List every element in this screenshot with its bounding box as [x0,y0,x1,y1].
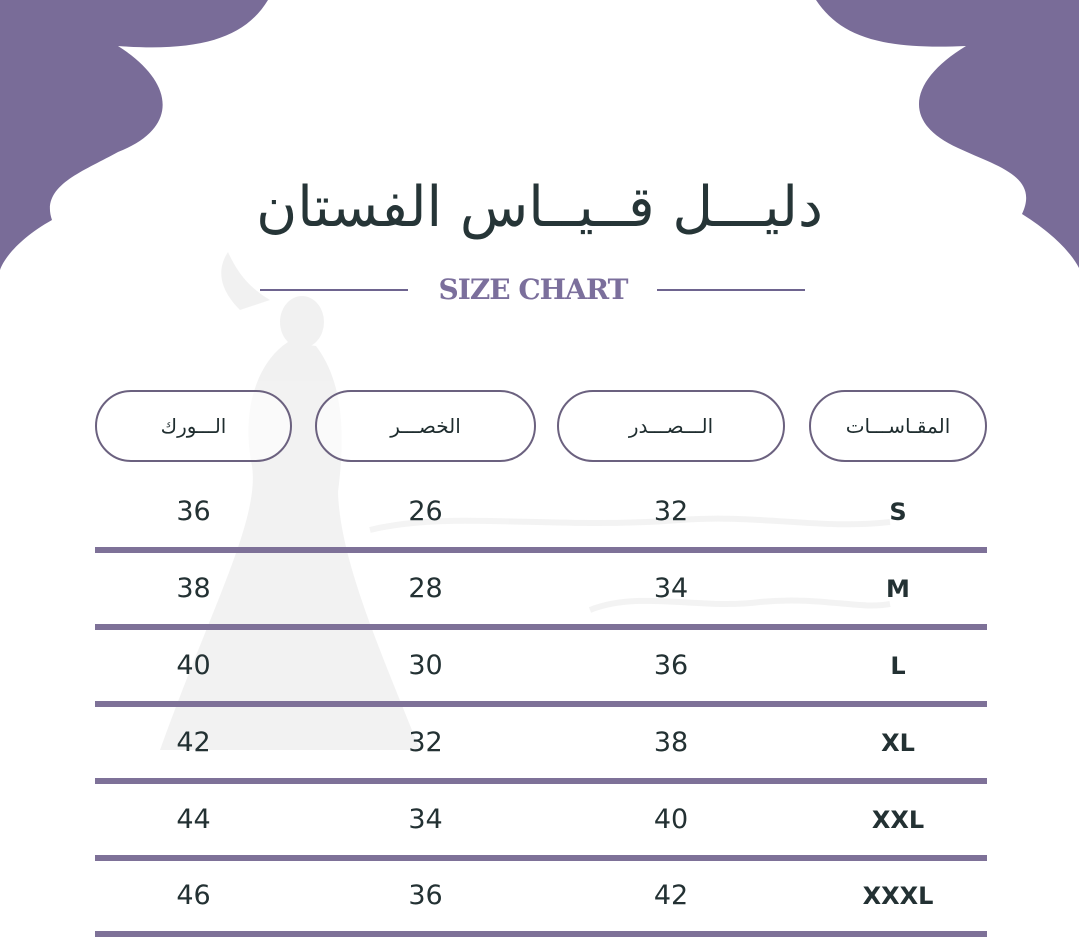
size-label: M [886,575,910,603]
header-sizes: المقـاســـات [809,390,987,462]
subtitle-rule-right [657,289,805,291]
chest-value: 40 [653,804,689,835]
size-label: L [890,652,906,680]
row-divider [95,855,987,861]
table-row [95,632,987,706]
size-label: XXL [871,806,925,834]
hip-value: 36 [176,496,211,527]
subtitle-rule-left [260,289,408,291]
waist-value: 32 [408,727,443,758]
row-divider [95,624,987,630]
row-divider [95,547,987,553]
chest-value: 38 [653,727,689,758]
hip-value: 46 [176,880,211,911]
row-divider [95,931,987,937]
table-row [95,555,987,629]
header-chest: الـــصـــدر [557,390,785,462]
subtitle-row [0,270,1079,310]
subtitle: SIZE CHART [438,273,628,306]
table-row [95,786,987,860]
hip-value: 40 [176,650,211,681]
waist-value: 26 [408,496,443,527]
waist-value: 28 [408,573,443,604]
page-title: دليـــل قــيــاس الفستان [256,175,823,240]
waist-value: 30 [408,650,443,681]
chest-value: 34 [653,573,689,604]
waist-value: 36 [408,880,443,911]
size-label: XXXL [862,882,934,910]
size-label: S [889,498,907,526]
hip-value: 42 [176,727,211,758]
chest-value: 36 [653,650,689,681]
table-row [95,862,987,936]
table-row [95,709,987,783]
row-divider [95,778,987,784]
table-row [95,478,987,552]
hip-value: 44 [176,804,211,835]
row-divider [95,701,987,707]
chest-value: 42 [653,880,689,911]
hip-value: 38 [176,573,211,604]
size-label: XL [881,729,915,757]
chest-value: 32 [653,496,689,527]
header-waist: الخصـــر [315,390,536,462]
header-hip: الـــورك [95,390,292,462]
waist-value: 34 [408,804,443,835]
